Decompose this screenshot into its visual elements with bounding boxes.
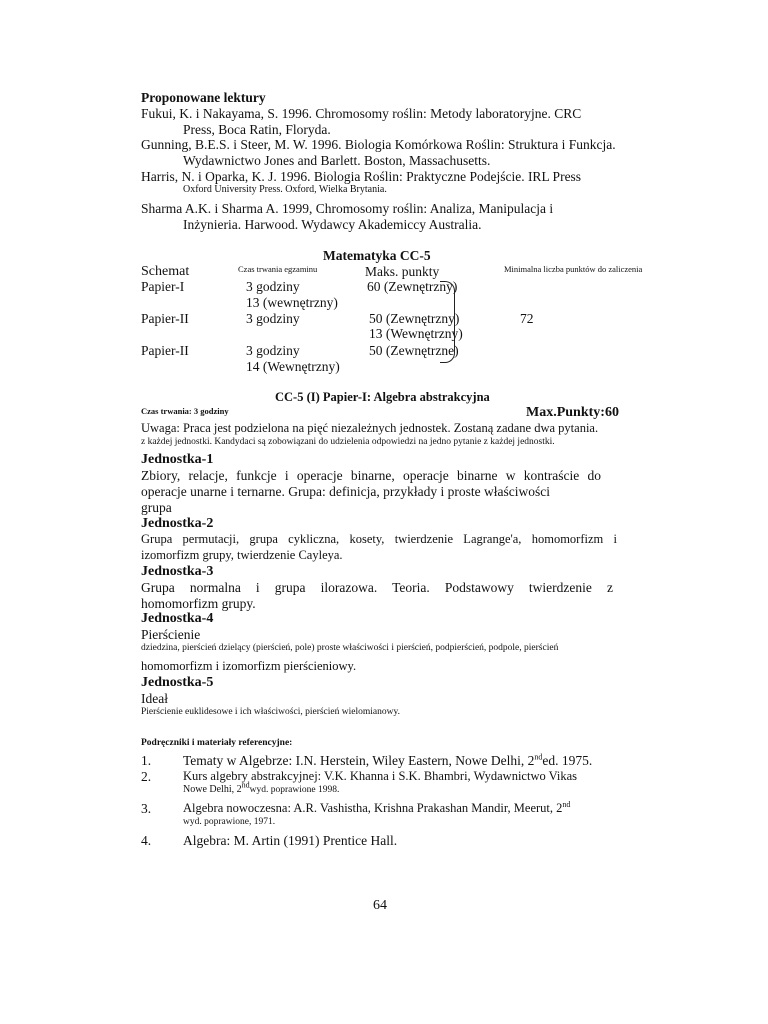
reading-1-line-2: Press, Boca Ratin, Floryda. <box>183 122 331 137</box>
unit-4-line-3: homomorfizm i izomorfizm pierścieniowy. <box>141 659 357 673</box>
reading-1-line-1: Fukui, K. i Nakayama, S. 1996. Chromosomy roślin: Metody laboratoryjne. CRC <box>141 106 582 121</box>
scheme-row1-internal: 13 (wewnętrzny) <box>246 295 338 310</box>
paper-max-points: Max.Punkty:60 <box>526 405 619 420</box>
reading-4-line-1: Sharma A.K. i Sharma A. 1999, Chromosomy roślin: Analiza, Manipulacja i <box>141 201 554 216</box>
ref-2-number: 2. <box>141 769 152 784</box>
ref-3-line-1: Algebra nowoczesna: A.R. Vashistha, Krishna Prakashan Mandir, Meerut, 2nd <box>183 799 571 815</box>
unit-4-title: Jednostka-4 <box>141 611 214 626</box>
reading-4-line-2: Inżynieria. Harwood. Wydawcy Akademiccy Australia. <box>183 217 482 232</box>
unit-3-title: Jednostka-3 <box>141 564 214 579</box>
unit-1-line-2: operacje unarne i ternarne. Grupa: definicja, przykłady i proste właściwości <box>141 484 550 499</box>
scheme-col-duration: Czas trwania egzaminu <box>238 264 318 274</box>
scheme-row3-max: 50 (Zewnętrzne) <box>369 343 459 358</box>
reading-3-line-2: Oxford University Press. Oxford, Wielka Brytania. <box>183 184 387 195</box>
scheme-row1-duration: 3 godziny <box>246 279 300 294</box>
reading-2-line-1: Gunning, B.E.S. i Steer, M. W. 1996. Biologia Komórkowa Roślin: Struktura i Funkcja. <box>141 137 616 152</box>
ref-4-number: 4. <box>141 833 152 848</box>
reading-3-line-1: Harris, N. i Oparka, K. J. 1996. Biologia Roślin: Praktyczne Podejście. IRL Press <box>141 169 582 184</box>
unit-5-line-2: Pierścienie euklidesowe i ich właściwości, pierścień wielomianowy. <box>141 707 400 717</box>
paper-note-line-1: Uwaga: Praca jest podzielona na pięć niezależnych jednostek. Zostaną zadane dwa pytania. <box>141 421 599 435</box>
scheme-row3-name: Papier-II <box>141 343 189 358</box>
unit-5-title: Jednostka-5 <box>141 675 214 690</box>
unit-2-line-2: izomorfizm grupy, twierdzenie Cayleya. <box>141 548 343 562</box>
reading-2-line-2: Wydawnictwo Jones and Barlett. Boston, Massachusetts. <box>183 153 491 168</box>
scheme-row2-internal: 13 (Wewnętrzny) <box>369 326 463 341</box>
ref-2-line-1: Kurs algebry abstrakcyjnej: V.K. Khanna i S.K. Bhambri, Wydawnictwo Vikas <box>183 769 578 783</box>
refs-heading: Podręczniki i materiały referencyjne: <box>141 738 293 748</box>
scheme-title: Matematyka CC-5 <box>323 248 431 263</box>
scheme-col-scheme: Schemat <box>141 264 190 279</box>
scheme-col-min: Minimalna liczba punktów do zaliczenia <box>504 264 643 274</box>
unit-2-title: Jednostka-2 <box>141 516 214 531</box>
ref-1-number: 1. <box>141 753 152 768</box>
unit-5-line-1: Ideał <box>141 691 168 706</box>
unit-1-title: Jednostka-1 <box>141 452 214 467</box>
paper-note-line-2: z każdej jednostki. Kandydaci są zobowiązani do udzielenia odpowiedzi na jedno pytanie z każdej jednostki. <box>141 437 555 447</box>
scheme-row2-name: Papier-II <box>141 311 189 326</box>
scheme-row3-internal: 14 (Wewnętrzny) <box>246 359 340 374</box>
unit-1-line-3: grupa <box>141 500 172 515</box>
readings-heading: Proponowane lektury <box>141 90 266 105</box>
unit-3-line-2: homomorfizm grupy. <box>141 596 256 611</box>
ref-2-line-2: Nowe Delhi, 2ndwyd. poprawione 1998. <box>183 780 340 795</box>
scheme-row1-max: 60 (Zewnętrzny) <box>367 279 458 294</box>
scheme-row3-duration: 3 godziny <box>246 343 300 358</box>
paper-title: CC-5 (I) Papier-I: Algebra abstrakcyjna <box>275 390 490 404</box>
paper-duration: Czas trwania: 3 godziny <box>141 406 229 416</box>
scheme-col-max: Maks. punkty <box>365 264 440 279</box>
unit-4-line-2: dziedzina, pierścień dzielący (pierścień, pole) proste właściwości i pierścień, podpierścień, podpole, pierścień <box>141 643 559 653</box>
scheme-row2-max: 50 (Zewnętrzny) <box>369 311 460 326</box>
scheme-row1-name: Papier-I <box>141 279 185 294</box>
scheme-row2-min: 72 <box>520 311 534 326</box>
unit-1-line-1: Zbiory, relacje, funkcje i operacje binarne, operacje binarne w kontraście do <box>141 468 601 483</box>
unit-3-line-1: Grupa normalna i grupa ilorazowa. Teoria. Podstawowy twierdzenie z <box>141 580 613 595</box>
unit-2-line-1: Grupa permutacji, grupa cykliczna, kosety, twierdzenie Lagrange'a, homomorfizm i <box>141 532 617 546</box>
grouping-brace <box>440 281 455 363</box>
scheme-row2-duration: 3 godziny <box>246 311 300 326</box>
ref-4-text: Algebra: M. Artin (1991) Prentice Hall. <box>183 833 398 848</box>
unit-4-line-1: Pierścienie <box>141 627 201 642</box>
ref-3-number: 3. <box>141 801 152 816</box>
ref-3-line-2: wyd. poprawione, 1971. <box>183 817 276 827</box>
ref-1-text: Tematy w Algebrze: I.N. Herstein, Wiley Eastern, Nowe Delhi, 2nded. 1975. <box>183 752 593 768</box>
page-number: 64 <box>373 898 387 913</box>
